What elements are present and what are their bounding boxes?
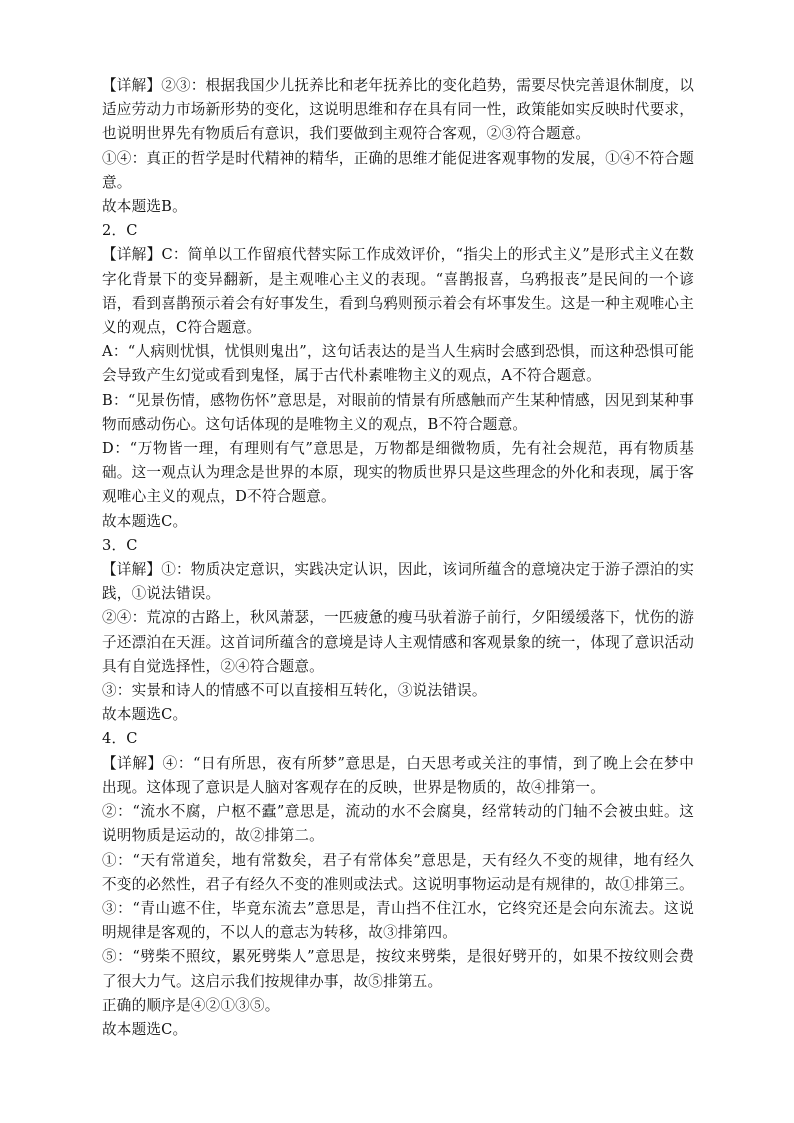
q3-number: 3．C [102, 536, 138, 554]
q4-detail-paragraph: 【详解】④：“日有所思，夜有所梦”意思是，白天思考或关注的事情，到了晚上会在梦中出现。这体现了意识是人脑对客观存在的反映，世界是物质的，故④排第一。 [102, 754, 694, 796]
q3-detail-paragraph: 【详解】①：物质决定意识，实践决定认识，因此，该词所蕴含的意境决定于游子漂泊的实践，①说法错误。 [102, 561, 694, 603]
q4-detail-paragraph-2: ②：“流水不腐，户枢不蠹”意思是，流动的水不会腐臭，经常转动的门轴不会被虫蛀。这说明物质是运动的，故②排第二。 [102, 803, 694, 845]
q3-detail-paragraph-3: ③：实景和诗人的情感不可以直接相互转化，③说法错误。 [102, 682, 487, 700]
q2-option-a: A：“人病则忧惧，忧惧则鬼出”，这句话表达的是当人生病时会感到恐惧，而这种恐惧可能会导致产生幻觉或看到鬼怪，属于古代朴素唯物主义的观点，A不符合题意。 [102, 343, 694, 385]
q2-number: 2．C [102, 222, 138, 240]
q3-detail-paragraph-2: ②④：荒凉的古路上，秋风萧瑟，一匹疲惫的瘦马驮着游子前行，夕阳缓缓落下，忧伤的游子还漂泊在天涯。这首词所蕴含的意境是诗人主观情感和客观景象的统一，体现了意识活动具有自觉选择性，②④符合题意。 [102, 609, 694, 675]
q2-option-b: B：“见景伤情，感物伤怀”意思是，对眼前的情景有所感触而产生某种情感，因见到某种事物而感动伤心。这句话体现的是唯物主义的观点，B不符合题意。 [102, 391, 694, 433]
q2-option-d: D：“万物皆一理，有理则有气”意思是，万物都是细微物质，先有社会规范，再有物质基础。这一观点认为理念是世界的本原，现实的物质世界只是这些理念的外化和表现，属于客观唯心主义的观点，D不符合题意。 [102, 440, 694, 506]
q2-detail-paragraph: 【详解】C：简单以工作留痕代替实际工作成效评价，“指尖上的形式主义”是形式主义在数字化背景下的变异翻新，是主观唯心主义的表现。“喜鹊报喜，乌鸦报丧”是民间的一个谚语，看到喜鹊预示着会有好事发生，看到乌鸦则预示着会有坏事发生。这是一种主观唯心主义的观点，C符合题意。 [102, 246, 694, 337]
q4-detail-paragraph-4: ③：“青山遮不住，毕竟东流去”意思是，青山挡不住江水，它终究还是会向东流去。这说明规律是客观的，不以人的意志为转移，故③排第四。 [102, 899, 694, 942]
q2-answer-line: 故本题选C。 [102, 512, 188, 530]
answer-explanation-page [102, 74, 694, 1042]
q4-answer-line: 故本题选C。 [102, 1020, 188, 1038]
q1-answer-line: 故本题选B。 [102, 198, 187, 216]
q3-answer-line: 故本题选C。 [102, 706, 188, 724]
q4-number: 4．C [102, 730, 138, 748]
q4-order-line: 正确的顺序是④②①③⑤。 [102, 996, 280, 1014]
q4-detail-paragraph-3: ①：“天有常道矣，地有常数矣，君子有常体矣”意思是，天有经久不变的规律，地有经久不变的必然性，君子有经久不变的准则或法式。这说明事物运动是有规律的，故①排第三。 [102, 851, 694, 893]
q1-detail-paragraph: 【详解】②③：根据我国少儿抚养比和老年抚养比的变化趋势，需要尽快完善退休制度，以适应劳动力市场新形势的变化，这说明思维和存在具有同一性，政策能如实反映时代要求，也说明世界先有物质后有意识，我们要做到主观符合客观，②③符合题意。 [102, 77, 694, 143]
q4-detail-paragraph-5: ⑤：“劈柴不照纹，累死劈柴人”意思是，按纹来劈柴，是很好劈开的，如果不按纹则会费了很大力气。这启示我们按规律办事，故⑤排第五。 [102, 948, 694, 990]
q1-detail-paragraph-2: ①④：真正的哲学是时代精神的精华，正确的思维才能促进客观事物的发展，①④不符合题意。 [102, 149, 694, 191]
